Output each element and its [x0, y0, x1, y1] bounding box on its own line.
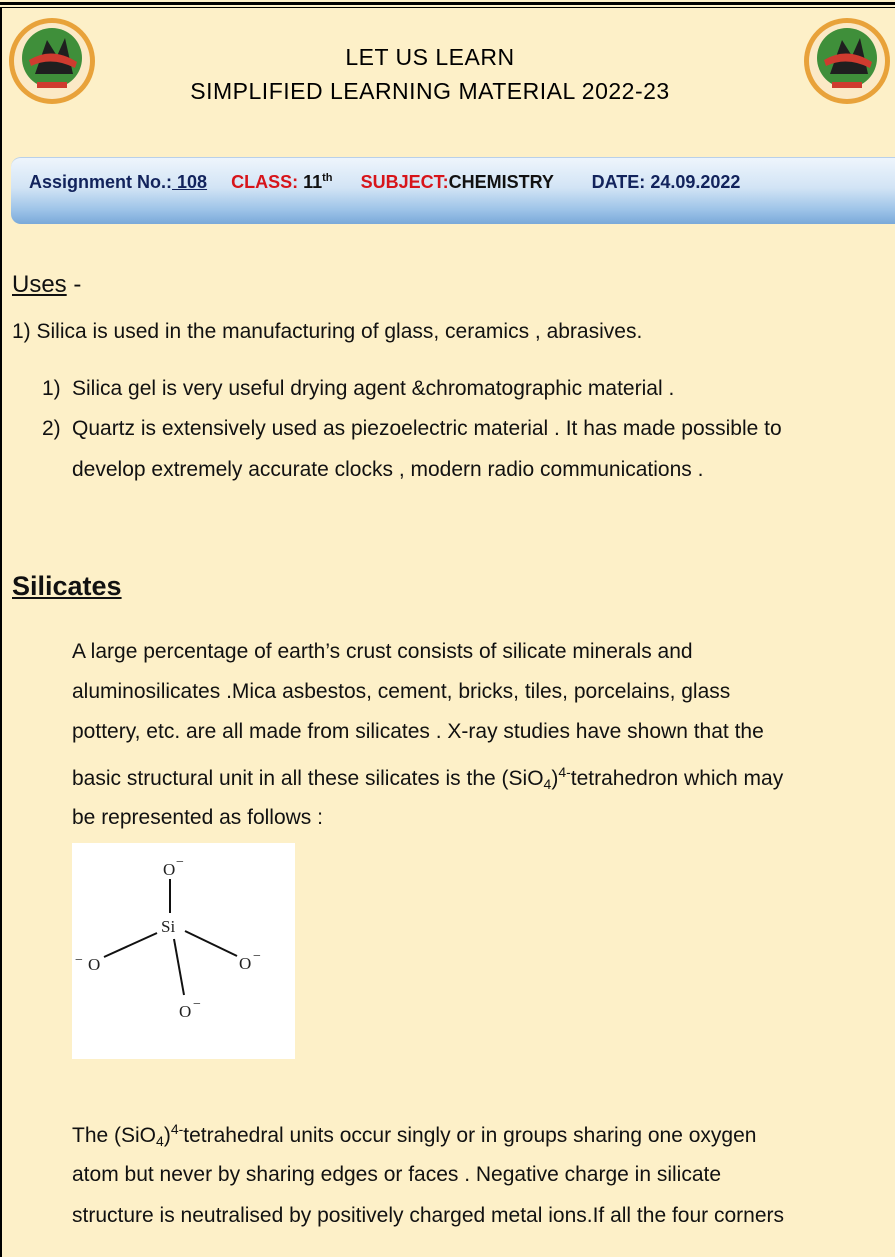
line4-sup: 4-: [558, 764, 571, 780]
charge-bottom: −: [193, 997, 201, 1012]
subject-label: SUBJECT:: [360, 172, 449, 192]
silicates-para1-line5: be represented as follows :: [72, 806, 323, 829]
top-border-thin: [0, 7, 895, 8]
p2-pre: The (SiO: [72, 1124, 157, 1147]
atom-o-right: O: [239, 954, 252, 973]
uses-list-item-2-cont: develop extremely accurate clocks , modern radio communications .: [72, 458, 704, 481]
silicates-para1-line3: pottery, etc. are all made from silicates . X-ray studies have shown that the: [72, 720, 764, 743]
line4-sub: 4: [543, 776, 552, 792]
class-suffix: th: [322, 172, 333, 184]
silicates-para1-line2: aluminosilicates .Mica asbestos, cement, bricks, tiles, porcelains, glass: [72, 680, 731, 703]
bond-left: [104, 933, 157, 957]
uses-heading-text: Uses: [12, 271, 67, 298]
silicates-para1-line1: A large percentage of earth’s crust consists of silicate minerals and: [72, 640, 693, 663]
line4-close: ): [551, 767, 559, 790]
top-border: [0, 2, 895, 5]
silicates-para1-line4: [72, 765, 783, 791]
atom-o-top: O: [163, 860, 176, 879]
atom-si: Si: [161, 917, 176, 936]
title-line-2: SIMPLIFIED LEARNING MATERIAL 2022-23: [190, 78, 670, 104]
line4-pre: basic structural unit in all these silicates is the (SiO: [72, 767, 544, 790]
charge-left: −: [75, 953, 83, 968]
uses-heading: [12, 271, 81, 299]
line4-post: tetrahedron which may: [570, 767, 784, 790]
charge-right: −: [253, 949, 261, 964]
p2-sub: 4: [156, 1133, 164, 1149]
uses-list-item-1: Silica gel is very useful drying agent &chromatographic material .: [72, 377, 675, 400]
sio4-tetrahedron-figure: [72, 843, 295, 1059]
date-value: 24.09.2022: [650, 172, 741, 192]
class-label: CLASS:: [231, 172, 299, 192]
assignment-banner: [11, 157, 895, 224]
atom-o-left: O: [88, 955, 101, 974]
class-value: 11: [303, 172, 323, 192]
charge-top: −: [176, 855, 184, 870]
bond-right: [185, 931, 237, 956]
silicates-heading: Silicates: [12, 571, 122, 601]
silicates-para2-line3: structure is neutralised by positively charged metal ions.If all the four corners: [72, 1204, 785, 1227]
atom-o-bottom: O: [179, 1002, 192, 1021]
uses-intro: 1) Silica is used in the manufacturing of glass, ceramics , abrasives.: [12, 320, 643, 343]
uses-list-num-2: 2): [42, 417, 61, 440]
title-line-1: LET US LEARN: [345, 44, 515, 70]
p2-close: ): [163, 1124, 171, 1147]
date-label: DATE:: [591, 172, 646, 192]
bond-bottom: [174, 939, 184, 995]
silicates-para2-line1: [72, 1122, 756, 1148]
assignment-no-value: 108: [172, 172, 208, 192]
left-border: [0, 7, 2, 1257]
assignment-no-label: Assignment No.:: [29, 172, 173, 192]
uses-heading-suffix: -: [66, 271, 82, 298]
p2-post: tetrahedral units occur singly or in groups sharing one oxygen: [183, 1124, 757, 1147]
silicates-para2-line2: atom but never by sharing edges or faces . Negative charge in silicate: [72, 1163, 722, 1186]
subject-value: CHEMISTRY: [448, 172, 554, 192]
uses-list-item-2: Quartz is extensively used as piezoelectric material . It has made possible to: [72, 417, 782, 440]
p2-sup: 4-: [170, 1121, 184, 1137]
uses-list-num-1: 1): [42, 377, 61, 400]
